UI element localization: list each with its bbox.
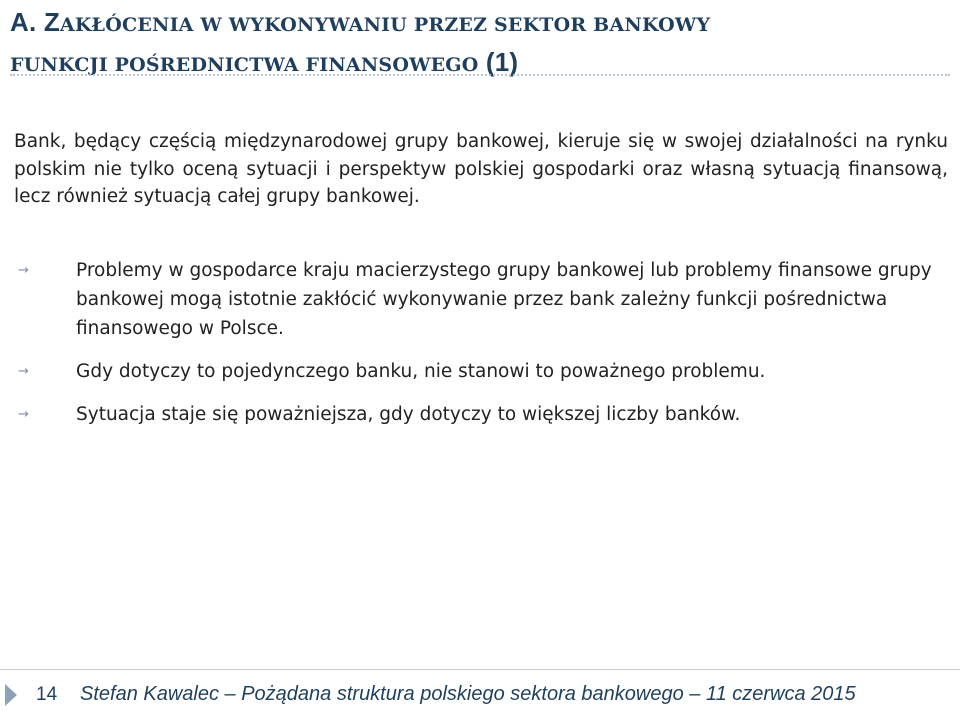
title-line-1 [10, 4, 950, 44]
title-line-1-rest: AKŁÓCENIA W WYKONYWANIU PRZEZ SEKTOR BANKOWY [59, 14, 711, 36]
triangle-right-icon [5, 684, 17, 706]
footer-text: Stefan Kawalec – Pożądana struktura polskiego sektora bankowego – 11 czerwca 2015 [80, 683, 856, 705]
bullet-item [14, 400, 948, 429]
right-arrow-icon: → [18, 407, 29, 422]
page-number: 14 [36, 684, 58, 705]
right-arrow-icon: → [18, 364, 29, 379]
right-arrow-icon: → [18, 263, 29, 278]
title-divider [10, 74, 950, 76]
footer-divider [0, 669, 960, 670]
title-line-2-main: FUNKCJI POŚREDNICTWA FINANSOWEGO [10, 54, 479, 76]
bullet-list [14, 256, 948, 429]
bullet-text: Gdy dotyczy to pojedynczego banku, nie stanowi to poważnego problemu. [76, 361, 766, 382]
bullet-item [14, 256, 948, 343]
slide-title [10, 4, 950, 84]
title-line-2 [10, 44, 950, 84]
title-line-2-suffix: (1) [478, 47, 519, 77]
intro-paragraph: Bank, będący częścią międzynarodowej grupy bankowej, kieruje się w swojej działalności na rynku polskim nie tylko oceną sytuacji i perspektyw polskiej gospodarki oraz własną sytuacją finansową, lecz również sytuacją całej grupy bankowej. [14, 131, 948, 207]
bullet-item [14, 357, 948, 386]
bullet-text: Sytuacja staje się poważniejsza, gdy dotyczy to większej liczby banków. [76, 404, 741, 425]
title-line-1-prefix: A. Z [10, 7, 60, 37]
bullet-text: Problemy w gospodarce kraju macierzystego grupy bankowej lub problemy finansowe grupy bankowej mogą istotnie zakłócić wykonywanie przez bank zależny funkcji pośrednictwa finansowego w Polsce. [76, 260, 932, 339]
